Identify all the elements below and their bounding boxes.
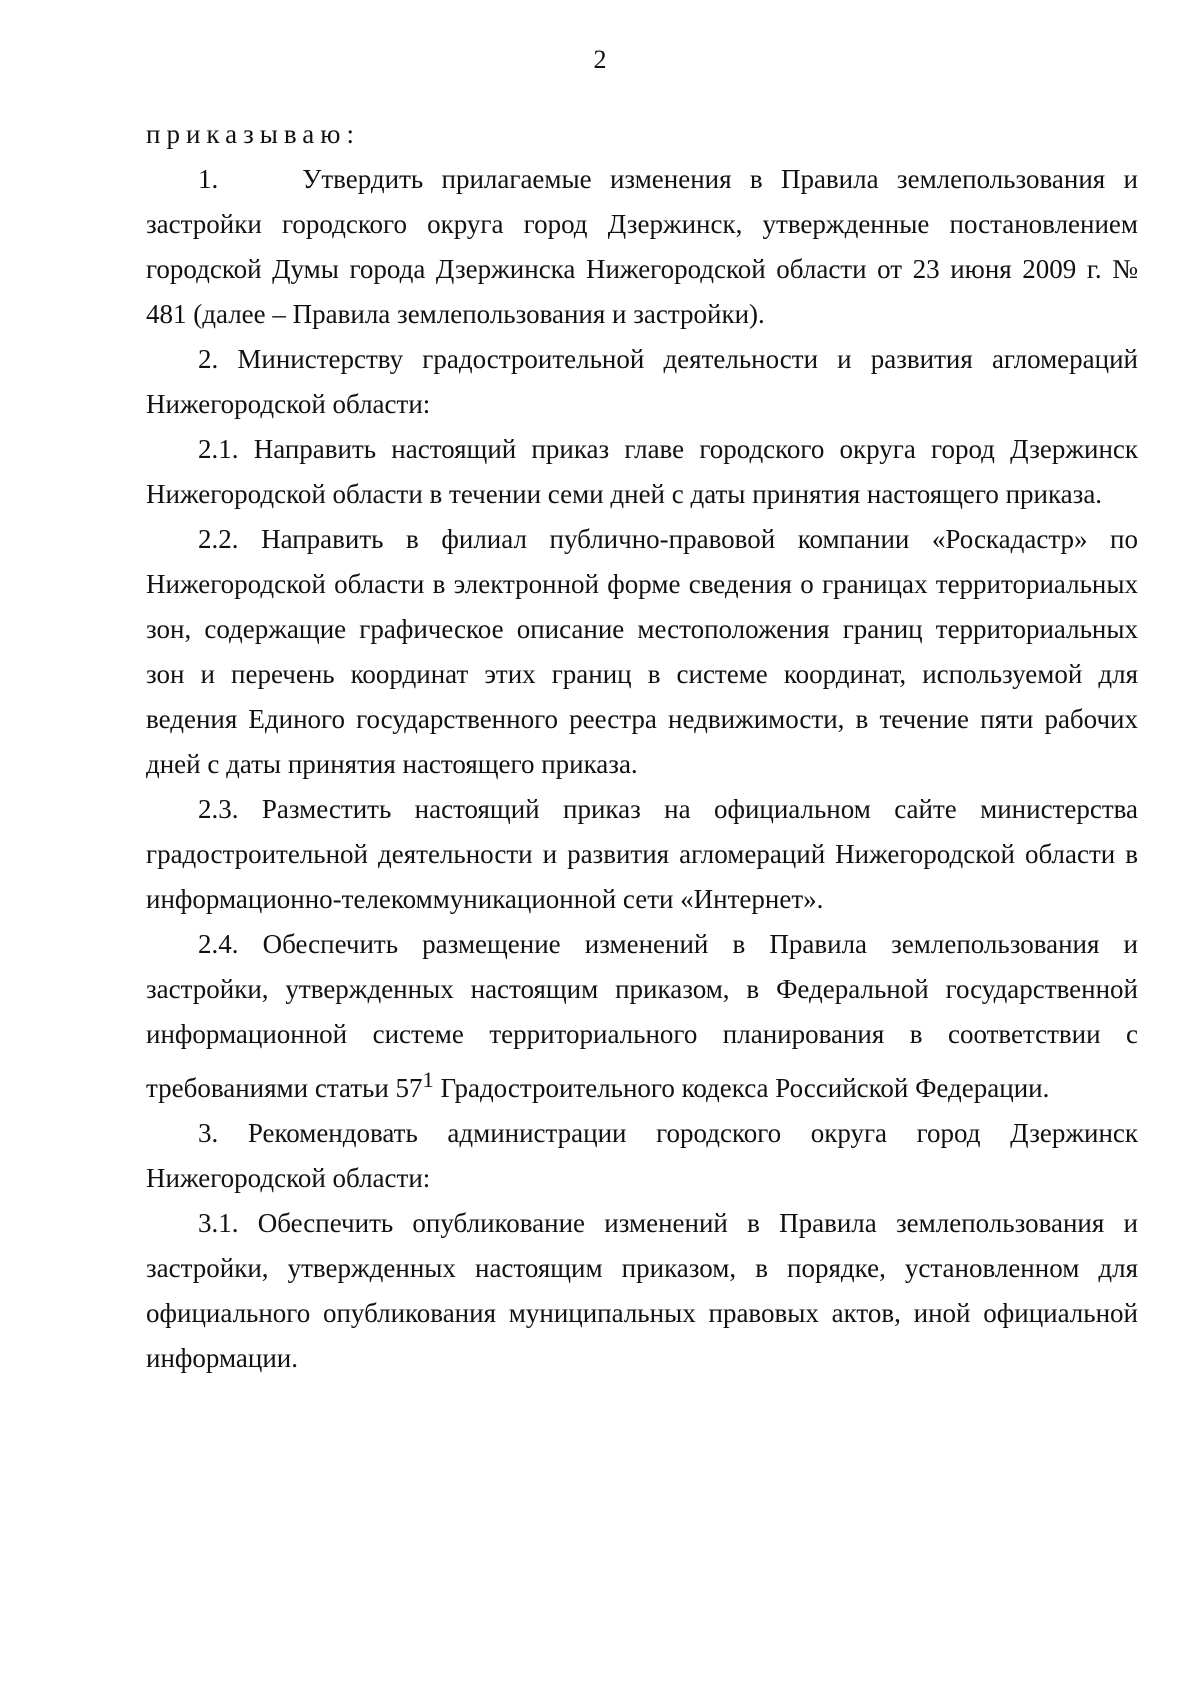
paragraph-2-4-text-before: 2.4. Обеспечить размещение изменений в Правила землепользования и застройки, утвержденных настоящим приказом, в Федеральной государственной информационной системе территориального планирования в соответствии с требованиями статьи 57 [146,929,1138,1103]
paragraph-2: 2. Министерству градостроительной деятельности и развития агломераций Нижегородской области: [146,344,1138,419]
paragraph-2-3: 2.3. Разместить настоящий приказ на официальном сайте министерства градостроительной деятельности и развития агломераций Нижегородской области в информационно-телекоммуникационной сети «Интернет». [146,794,1138,914]
paragraph-1-number: 1. [198,164,219,194]
paragraph-1-text: Утвердить прилагаемые изменения в Правила землепользования и застройки городского округа город Дзержинск, утвержденные постановлением городской Думы города Дзержинска Нижегородской области от 23 июня 2009 г. № 481 (далее – Правила землепользования и застройки). [146,164,1138,329]
page-number: 2 [593,45,607,74]
paragraph-1 [146,157,1138,337]
paragraph-2-2: 2.2. Направить в филиал публично-правовой компании «Роскадастр» по Нижегородской области в электронной форме сведения о границах территориальных зон, содержащие графическое описание местоположения границ территориальных зон и перечень координат этих границ в системе координат, используемой для ведения Единого государственного реестра недвижимости, в течение пяти рабочих дней с даты принятия настоящего приказа. [146,524,1138,779]
paragraph-2-1: 2.1. Направить настоящий приказ главе городского округа город Дзержинск Нижегородской области в течении семи дней с даты принятия настоящего приказа. [146,434,1138,509]
paragraph-2-4-text-after: Градостроительного кодекса Российской Федерации. [433,1073,1050,1103]
paragraph-2-4 [146,922,1138,1111]
order-heading: приказываю: [146,119,360,149]
paragraph-3-1: 3.1. Обеспечить опубликование изменений в Правила землепользования и застройки, утвержденных настоящим приказом, в порядке, установленном для официального опубликования муниципальных правовых актов, иной официальной информации. [146,1208,1138,1373]
document-body [146,112,1138,1381]
article-superscript: 1 [422,1067,434,1092]
paragraph-3: 3. Рекомендовать администрации городского округа город Дзержинск Нижегородской области: [146,1118,1138,1193]
